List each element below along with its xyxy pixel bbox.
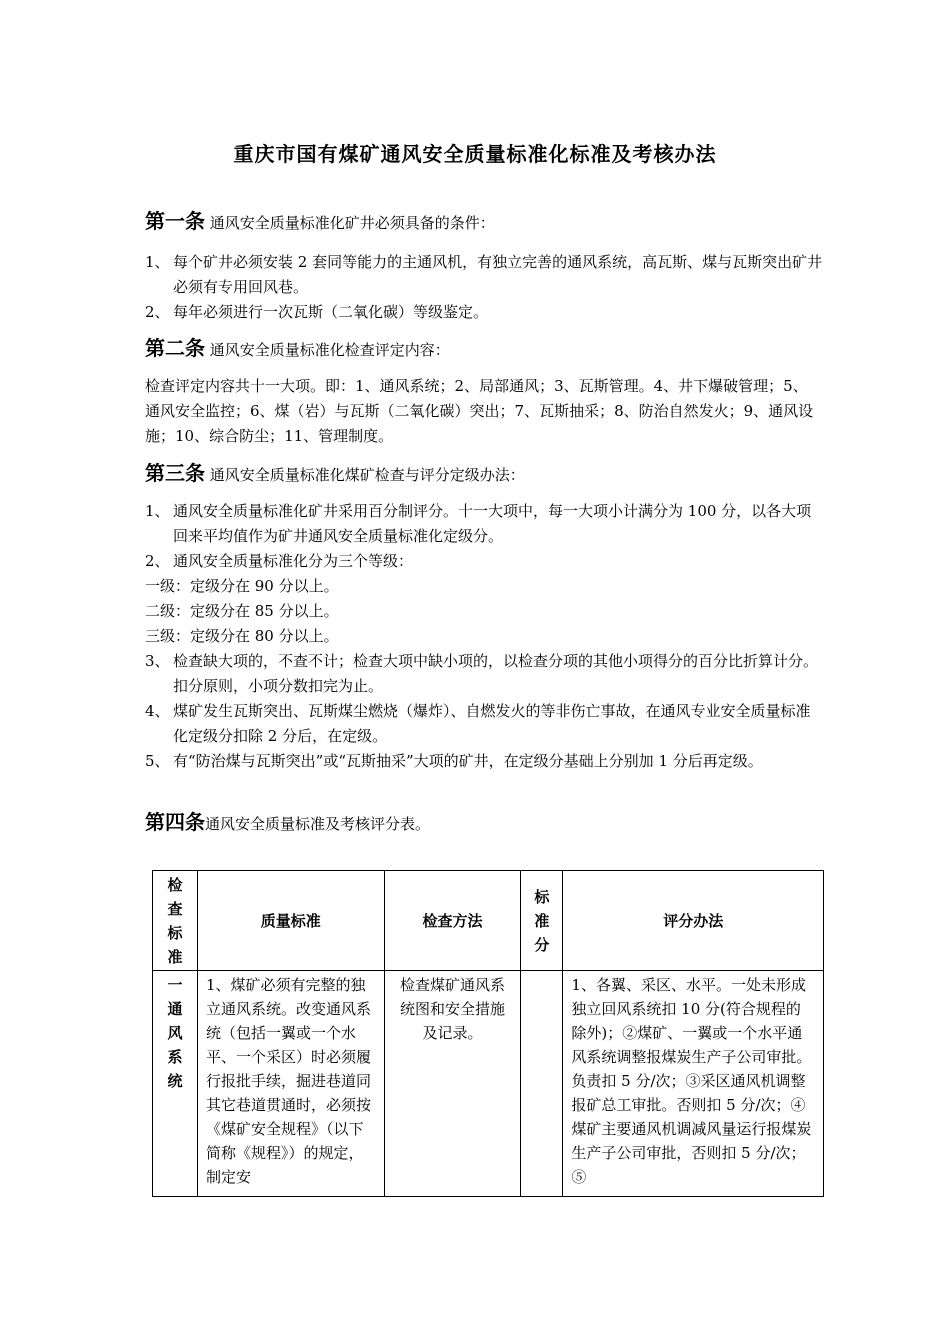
article-2-body: 检查评定内容共十一大项。即：1、通风系统；2、局部通风；3、瓦斯管理。4、井下爆破管理；5、 通风安全监控；6、煤（岩）与瓦斯（二氧化碳）突出；7、瓦斯抽采；8、防治自然发火；9、通风设施；10、综合防尘；11、管理制度。 xyxy=(145,377,814,445)
article-3-heading xyxy=(145,461,825,488)
cell-rule: 1、各翼、采区、水平。一处未形成独立回风系统扣 10 分(符合规程的除外)；②煤矿、一翼或一个水平通风系统调整报煤炭生产子公司审批。负责扣 5 分/次；③采区通风机调整报矿总工审批。否则扣 5 分/次；④煤矿主要通风机调减风量运行报煤炭生产子公司审批，否则扣 5 分/次；⑤ xyxy=(563,971,824,1197)
table-row xyxy=(153,971,824,1197)
list-item: 2、 通风安全质量标准化分为三个等级： xyxy=(145,552,414,570)
article-label: 第三条 xyxy=(145,461,205,485)
header-check-method: 检查方法 xyxy=(384,871,521,971)
article-text: 通风安全质量标准化检查评定内容： xyxy=(209,341,450,359)
cell-category: 一通风系统 xyxy=(153,971,198,1197)
list-item: 4、 煤矿发生瓦斯突出、瓦斯煤尘燃烧（爆炸）、自燃发火的等非伤亡事故，在通风专业安全质量标准化定级分扣除 2 分后，在定级。 xyxy=(145,702,811,745)
grade-line: 二级：定级分在 85 分以上。 xyxy=(145,602,339,620)
header-check-standard: 检查标准 xyxy=(153,871,198,971)
header-quality-standard: 质量标准 xyxy=(197,871,384,971)
cell-method: 检查煤矿通风系统图和安全措施及记录。 xyxy=(384,971,521,1197)
list-item: 3、 检查缺大项的，不查不计；检查大项中缺小项的，以检查分项的其他小项得分的百分比折算计分。扣分原则，小项分数扣完为止。 xyxy=(145,652,819,695)
header-scoring-method: 评分办法 xyxy=(563,871,824,971)
grade-line: 一级：定级分在 90 分以上。 xyxy=(145,577,339,595)
table-header-row xyxy=(153,871,824,971)
header-standard-score: 标准分 xyxy=(521,871,563,971)
grade-line: 三级：定级分在 80 分以上。 xyxy=(145,627,339,645)
cell-quality: 1、煤矿必须有完整的独立通风系统。改变通风系统（包括一翼或一个水平、一个采区）时必须履行报批手续，掘进巷道同其它巷道贯通时，必须按《煤矿安全规程》（以下简称《规程》）的规定，制定安 xyxy=(197,971,384,1197)
list-item: 2、 每年必须进行一次瓦斯（二氧化碳）等级鉴定。 xyxy=(145,303,489,321)
article-text: 通风安全质量标准化煤矿检查与评分定级办法： xyxy=(209,466,525,484)
scoring-table xyxy=(152,870,824,1197)
document-title: 重庆市国有煤矿通风安全质量标准化标准及考核办法 xyxy=(233,142,717,166)
article-text: 通风安全质量标准化矿井必须具备的条件： xyxy=(209,214,495,232)
article-4-heading xyxy=(145,810,825,837)
article-label: 第二条 xyxy=(145,336,205,360)
article-1-list xyxy=(145,250,825,325)
list-item: 5、 有“防治煤与瓦斯突出”或“瓦斯抽采”大项的矿井，在定级分基础上分别加 1 分后再定级。 xyxy=(145,752,763,770)
article-3-list xyxy=(145,499,825,774)
article-1-heading xyxy=(145,209,825,236)
article-label: 第四条 xyxy=(145,810,205,834)
cell-score xyxy=(521,971,563,1197)
list-item: 1、 每个矿井必须安装 2 套同等能力的主通风机，有独立完善的通风系统，高瓦斯、煤与瓦斯突出矿井必须有专用回风巷。 xyxy=(145,253,823,296)
article-label: 第一条 xyxy=(145,209,205,233)
article-text: 通风安全质量标准及考核评分表。 xyxy=(205,815,431,833)
article-2-heading xyxy=(145,336,825,363)
list-item: 1、 通风安全质量标准化矿井采用百分制评分。十一大项中，每一大项小计满分为 100 分，以各大项回来平均值作为矿井通风安全质量标准化定级分。 xyxy=(145,502,812,545)
